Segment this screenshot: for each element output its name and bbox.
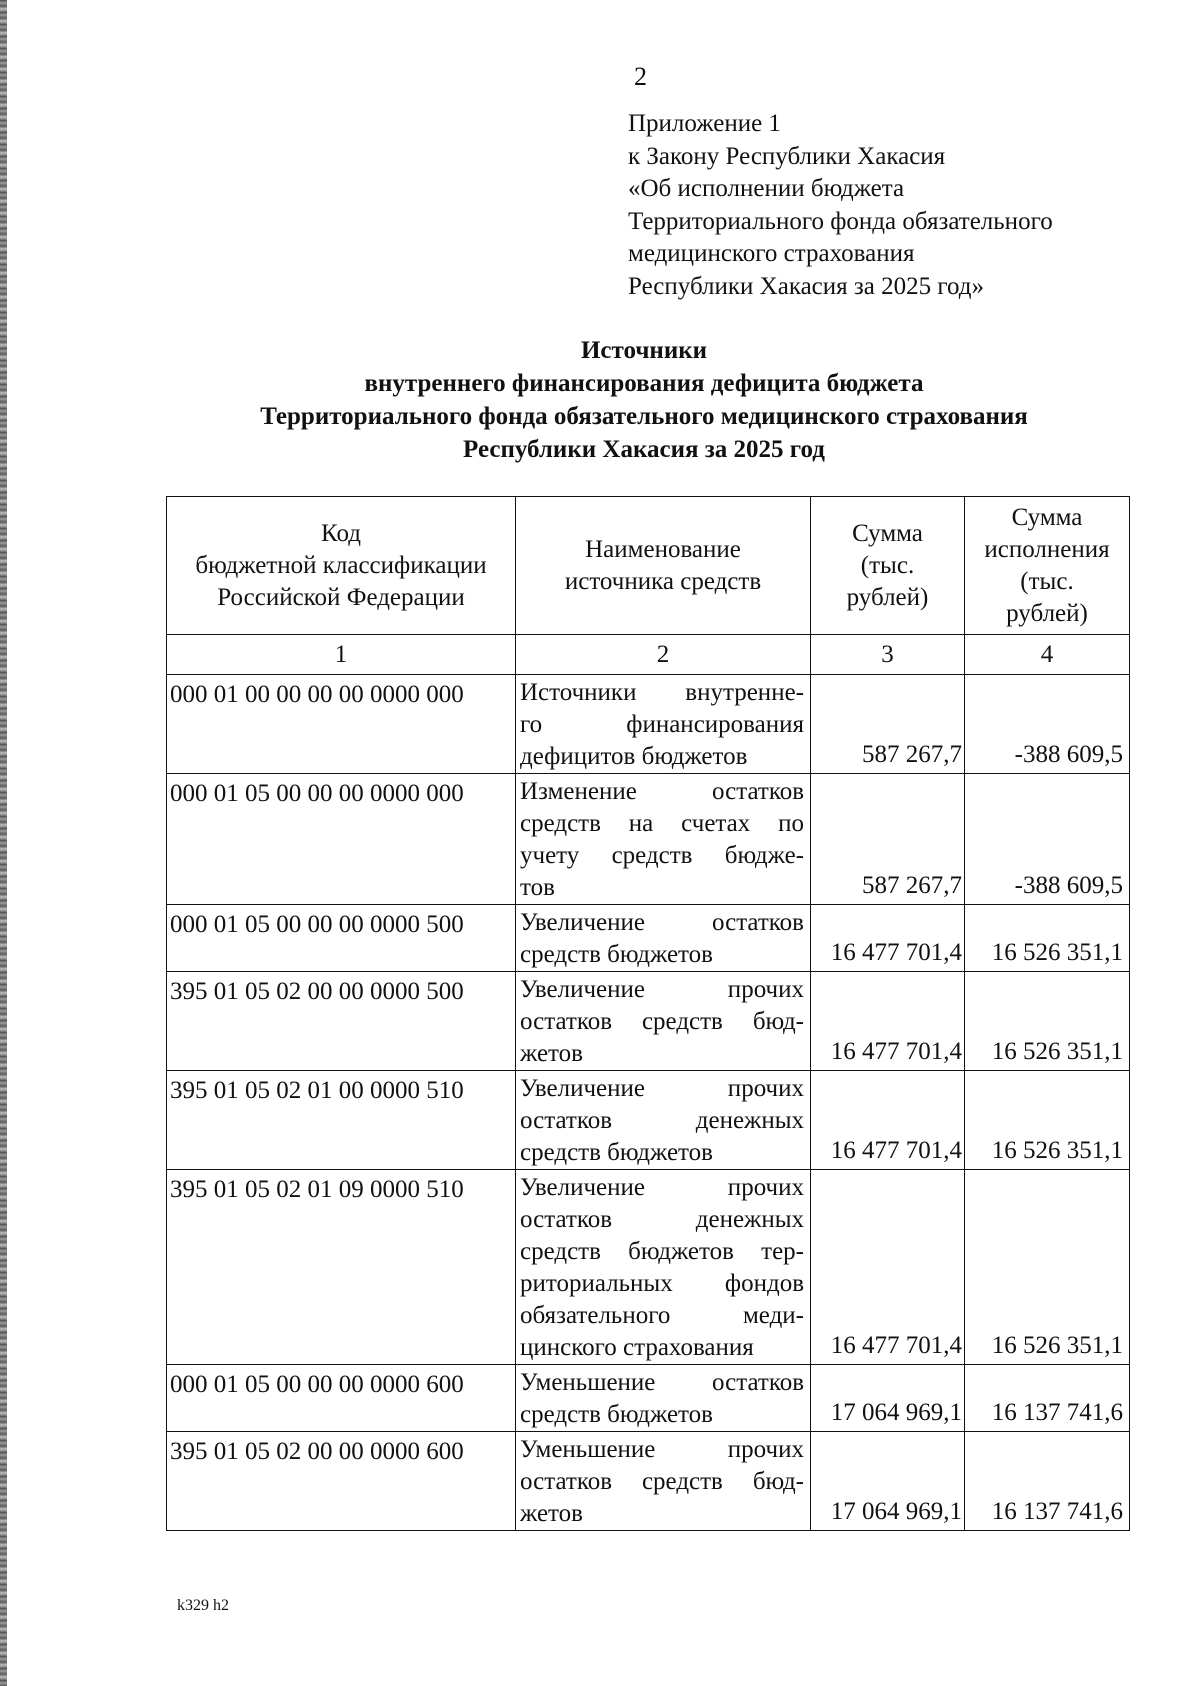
appendix-note-line: «Об исполнении бюджета [628, 175, 905, 202]
planned-sum-cell: 16 477 701,4 [811, 1170, 965, 1365]
title-line: Республики Хакасия за 2025 год [463, 436, 825, 463]
source-name-cell [516, 1071, 811, 1170]
planned-sum-cell: 17 064 969,1 [811, 1432, 965, 1531]
source-name-line: Уменьшение остатков [520, 1369, 804, 1396]
source-name-line: Увеличение остатков [520, 909, 804, 936]
source-name-line: го финансирования [520, 711, 804, 738]
header-name [516, 497, 811, 635]
financing-sources-table [166, 496, 1130, 1531]
planned-sum-cell: 16 477 701,4 [811, 905, 965, 972]
appendix-note-line: Территориального фонда обязательного [628, 207, 1053, 235]
source-name-line: средств бюджетов [520, 1401, 713, 1428]
title-line: Территориального фонда обязательного медицинского страхования [260, 403, 1028, 430]
executed-sum-cell: 16 137 741,6 [965, 1365, 1130, 1432]
source-name-line: средств бюджетов тер- [520, 1238, 804, 1265]
header-executed [965, 497, 1130, 635]
header-line: (тыс. [1020, 567, 1074, 595]
header-line: (тыс. [860, 551, 915, 579]
appendix-note-line: медицинского страхования [628, 240, 915, 267]
source-name-line: жетов [520, 1040, 583, 1067]
source-name-line: остатков денежных [520, 1206, 804, 1233]
column-number: 1 [167, 635, 516, 675]
budget-code-cell: 000 01 05 00 00 00 0000 600 [167, 1365, 516, 1432]
scan-edge [0, 0, 7, 1686]
column-number: 4 [965, 635, 1130, 675]
executed-sum-cell: 16 526 351,1 [965, 972, 1130, 1071]
page-number: 2 [634, 62, 647, 91]
source-name-line: дефицитов бюджетов [520, 743, 748, 770]
budget-code-cell: 395 01 05 02 01 00 0000 510 [167, 1071, 516, 1170]
header-line: Код [321, 519, 361, 547]
header-line: Сумма [852, 519, 923, 547]
source-name-line: Изменение остатков [520, 778, 804, 805]
title-line: внутреннего финансирования дефицита бюджета [364, 370, 924, 397]
planned-sum-cell: 587 267,7 [811, 774, 965, 905]
source-name-cell [516, 972, 811, 1071]
header-line: Сумма [1011, 503, 1083, 531]
source-name-line: обязательного меди- [520, 1302, 804, 1329]
appendix-note-line: Приложение 1 [628, 110, 781, 137]
footer-code: k329 h2 [177, 1597, 229, 1614]
source-name-line: цинского страхования [520, 1334, 754, 1361]
source-name-line: риториальных фондов [520, 1270, 804, 1297]
title-line: Источники [580, 337, 708, 364]
source-name-cell [516, 1432, 811, 1531]
table-row [167, 1365, 1130, 1432]
source-name-line: учету средств бюдже- [520, 842, 804, 869]
table-row [167, 774, 1130, 905]
header-line: Российской Федерации [217, 583, 465, 611]
planned-sum-cell: 587 267,7 [811, 675, 965, 774]
source-name-line: остатков средств бюд- [520, 1468, 804, 1495]
table-row [167, 905, 1130, 972]
column-number: 3 [811, 635, 965, 675]
appendix-note-line: Республики Хакасия за 2025 год» [628, 272, 985, 300]
source-name-line: средств бюджетов [520, 1139, 713, 1166]
budget-code-cell: 395 01 05 02 01 09 0000 510 [167, 1170, 516, 1365]
source-name-cell [516, 675, 811, 774]
table-row [167, 972, 1130, 1071]
source-name-line: тов [520, 874, 555, 901]
source-name-line: Увеличение прочих [520, 1075, 804, 1102]
table-header-row [167, 497, 1130, 635]
source-name-cell [516, 1170, 811, 1365]
source-name-line: остатков средств бюд- [520, 1008, 804, 1035]
source-name-line: Источники внутренне- [520, 679, 804, 706]
planned-sum-cell: 16 477 701,4 [811, 972, 965, 1071]
source-name-cell [516, 1365, 811, 1432]
budget-code-cell: 000 01 05 00 00 00 0000 500 [167, 905, 516, 972]
header-line: Наименование [585, 535, 741, 563]
document-title [0, 334, 1200, 466]
header-line: бюджетной классификации [195, 551, 487, 579]
header-line: рублей) [1006, 599, 1088, 627]
executed-sum-cell: 16 526 351,1 [965, 1170, 1130, 1365]
table-row [167, 1170, 1130, 1365]
planned-sum-cell: 16 477 701,4 [811, 1071, 965, 1170]
source-name-line: средств бюджетов [520, 941, 713, 968]
source-name-cell [516, 905, 811, 972]
source-name-line: Увеличение прочих [520, 976, 804, 1003]
source-name-line: Уменьшение прочих [520, 1436, 804, 1463]
header-line: рублей) [846, 583, 929, 611]
column-number-row [167, 635, 1130, 675]
budget-code-cell: 395 01 05 02 00 00 0000 500 [167, 972, 516, 1071]
source-name-line: средств на счетах по [520, 810, 804, 837]
executed-sum-cell: 16 526 351,1 [965, 905, 1130, 972]
executed-sum-cell: -388 609,5 [965, 675, 1130, 774]
header-code [167, 497, 516, 635]
executed-sum-cell: 16 137 741,6 [965, 1432, 1130, 1531]
column-number: 2 [516, 635, 811, 675]
appendix-note-line: к Закону Республики Хакасия [628, 142, 946, 170]
executed-sum-cell: -388 609,5 [965, 774, 1130, 905]
source-name-line: Увеличение прочих [520, 1174, 804, 1201]
source-name-line: жетов [520, 1500, 583, 1527]
header-line: источника средств [564, 567, 762, 595]
table-row [167, 1432, 1130, 1531]
budget-code-cell: 395 01 05 02 00 00 0000 600 [167, 1432, 516, 1531]
budget-code-cell: 000 01 05 00 00 00 0000 000 [167, 774, 516, 905]
source-name-cell [516, 774, 811, 905]
table-row [167, 1071, 1130, 1170]
budget-code-cell: 000 01 00 00 00 00 0000 000 [167, 675, 516, 774]
appendix-note [628, 108, 1053, 303]
executed-sum-cell: 16 526 351,1 [965, 1071, 1130, 1170]
table-row [167, 675, 1130, 774]
planned-sum-cell: 17 064 969,1 [811, 1365, 965, 1432]
header-sum [811, 497, 965, 635]
source-name-line: остатков денежных [520, 1107, 804, 1134]
header-line: исполнения [984, 535, 1110, 563]
